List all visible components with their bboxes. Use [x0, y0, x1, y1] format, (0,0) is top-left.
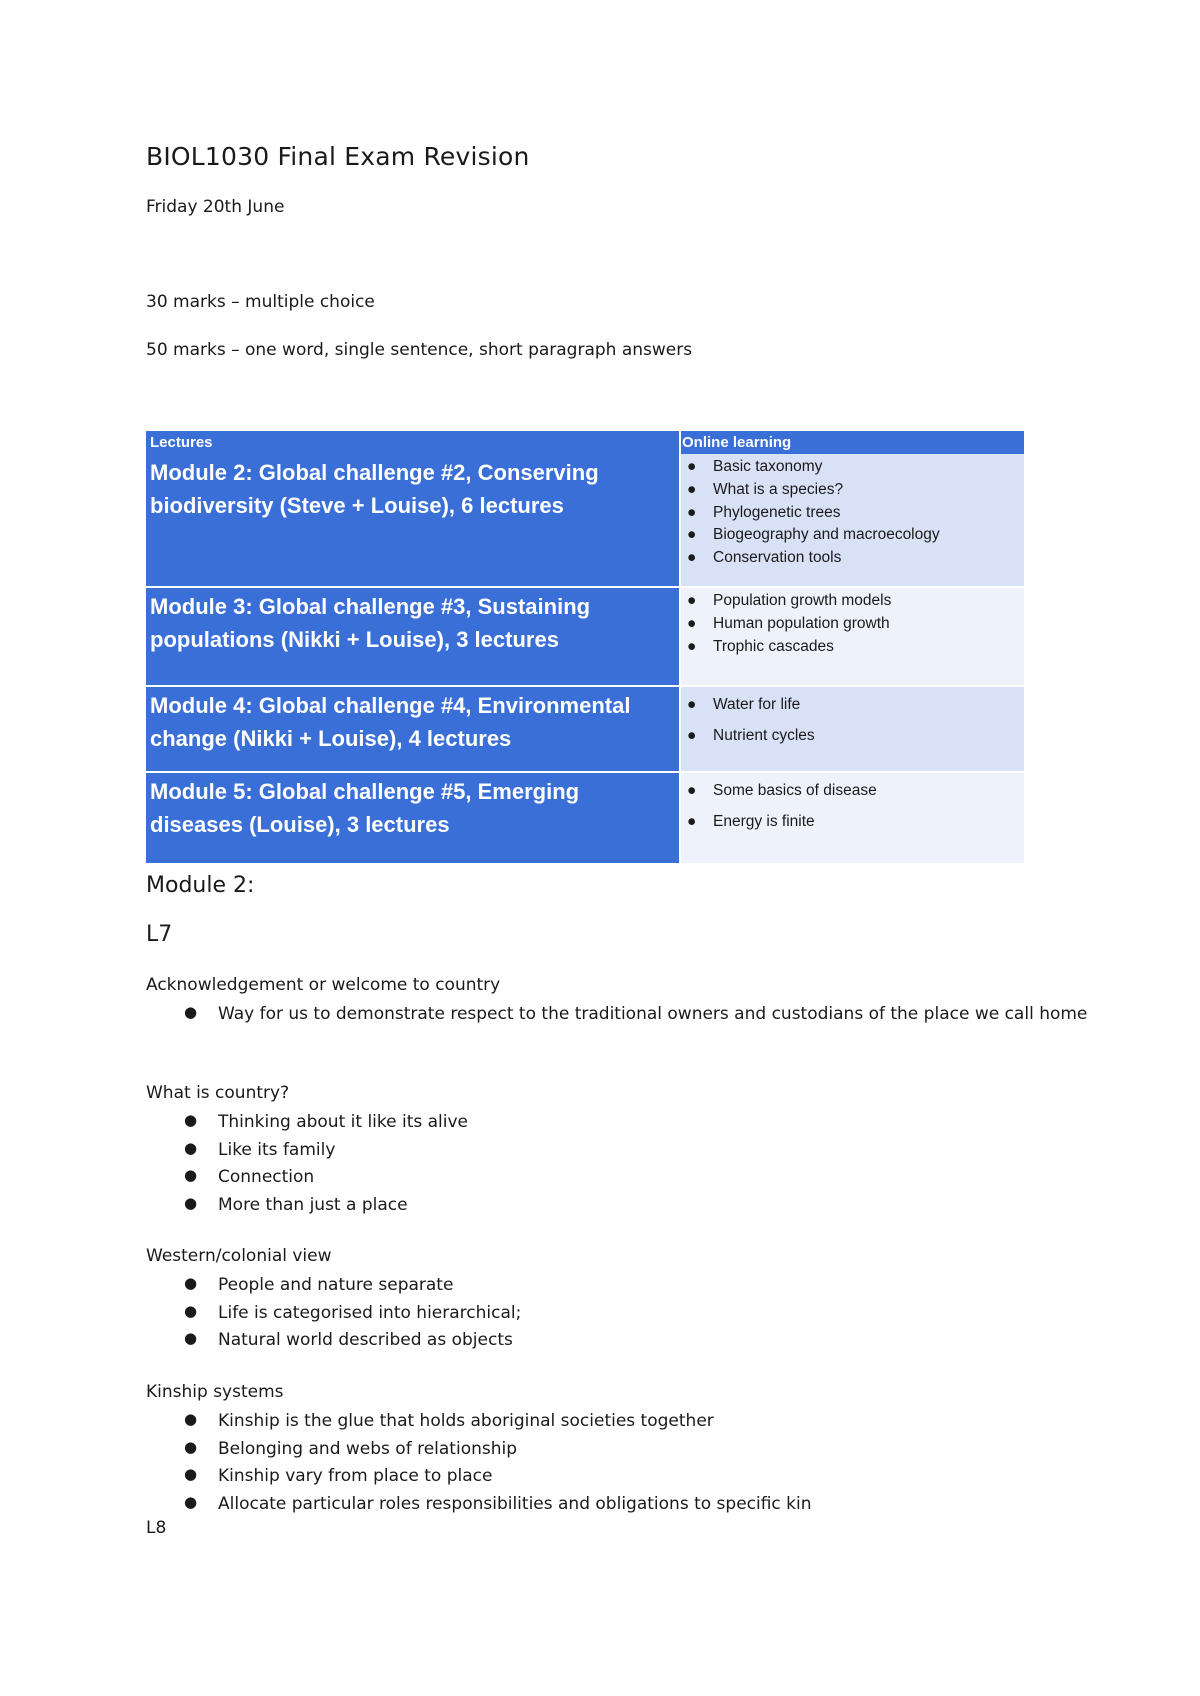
bullet-icon: ●	[687, 614, 697, 632]
bullet-icon: ●	[687, 782, 697, 799]
list-item: ● Conservation tools	[681, 547, 940, 570]
table-header	[146, 431, 1024, 454]
lecture-heading-l7: L7	[146, 922, 173, 947]
bullet-icon: ●	[687, 526, 697, 544]
list-item: ● Phylogenetic trees	[681, 502, 940, 525]
section-heading: Kinship systems	[146, 1382, 284, 1402]
topics-cell	[681, 773, 1024, 863]
topics-cell	[681, 687, 1024, 771]
document-title: BIOL1030 Final Exam Revision	[146, 142, 530, 171]
module-cell	[146, 687, 679, 771]
exam-date: Friday 20th June	[146, 197, 285, 217]
topic-list	[681, 775, 877, 837]
bullet-icon: ●	[184, 1193, 198, 1212]
list-item: ● More than just a place	[146, 1192, 1066, 1220]
list-item: ● People and nature separate	[146, 1272, 1066, 1300]
bullet-icon: ●	[687, 480, 697, 498]
table-row	[146, 687, 1024, 771]
bullet-icon: ●	[687, 503, 697, 521]
table-row	[146, 454, 1024, 586]
list-item: ● Way for us to demonstrate respect to the traditional owners and custodians of the place we call home	[146, 1001, 1138, 1029]
list-item: ● Like its family	[146, 1137, 1066, 1165]
header-lectures: Lectures	[150, 434, 213, 451]
bullet-icon: ●	[687, 637, 697, 655]
section-heading: Western/colonial view	[146, 1246, 332, 1266]
bullet-icon: ●	[687, 813, 697, 830]
bullet-icon: ●	[687, 592, 697, 609]
bullet-icon: ●	[184, 1329, 198, 1347]
list-item: ● Population growth models	[681, 590, 891, 613]
bullet-icon: ●	[184, 1111, 198, 1129]
marks-multiple-choice: 30 marks – multiple choice	[146, 292, 375, 312]
list-item: ● Some basics of disease	[681, 775, 877, 806]
marks-short-answer: 50 marks – one word, single sentence, short paragraph answers	[146, 340, 693, 360]
module-text: Module 4: Global challenge #4, Environmental change (Nikki + Louise), 4 lectures	[150, 693, 631, 751]
module-text: Module 2: Global challenge #2, Conserving biodiversity (Steve + Louise), 6 lectures	[150, 460, 599, 518]
topic-list	[681, 590, 891, 658]
module-heading: Module 2:	[146, 873, 255, 898]
bullet-icon: ●	[184, 1410, 198, 1428]
topics-cell	[681, 454, 1024, 586]
bullet-list	[146, 1408, 1066, 1518]
section-heading: Acknowledgement or welcome to country	[146, 975, 501, 995]
list-item: ● Kinship is the glue that holds aboriginal societies together	[146, 1408, 1066, 1436]
list-item: ● Human population growth	[681, 613, 891, 636]
lecture-heading-l8: L8	[146, 1518, 167, 1538]
list-item: ● Water for life	[681, 689, 815, 720]
bullet-icon: ●	[184, 1437, 198, 1456]
bullet-icon: ●	[184, 1465, 198, 1483]
list-item: ● Connection	[146, 1164, 1066, 1192]
module-text: Module 3: Global challenge #3, Sustaining populations (Nikki + Louise), 3 lectures	[150, 594, 591, 652]
header-divider	[679, 431, 681, 454]
list-item: ● Kinship vary from place to place	[146, 1463, 1066, 1491]
bullet-icon: ●	[184, 1492, 198, 1511]
module-cell	[146, 773, 679, 863]
table-row	[146, 588, 1024, 685]
module-cell	[146, 454, 679, 586]
list-item: ● Allocate particular roles responsibilities and obligations to specific kin	[146, 1491, 1066, 1519]
topic-list	[681, 456, 940, 570]
list-item: ● Nutrient cycles	[681, 720, 815, 751]
header-online-learning: Online learning	[682, 434, 792, 451]
bullet-icon: ●	[184, 1138, 198, 1157]
bullet-icon: ●	[687, 458, 697, 475]
bullet-icon: ●	[184, 1274, 198, 1292]
module-table	[146, 431, 1024, 863]
list-item: ● Energy is finite	[681, 806, 877, 837]
bullet-icon: ●	[687, 549, 697, 567]
bullet-icon: ●	[687, 727, 697, 744]
list-item: ● Biogeography and macroecology	[681, 524, 940, 547]
bullet-icon: ●	[184, 1166, 198, 1184]
topics-cell	[681, 588, 1024, 685]
topic-list	[681, 689, 815, 751]
list-item: ● What is a species?	[681, 479, 940, 502]
list-item: ● Thinking about it like its alive	[146, 1109, 1066, 1137]
list-item: ● Life is categorised into hierarchical;	[146, 1300, 1066, 1328]
list-item: ● Basic taxonomy	[681, 456, 940, 479]
section-heading: What is country?	[146, 1083, 290, 1103]
bullet-list	[146, 1001, 1088, 1029]
list-item: ● Trophic cascades	[681, 636, 891, 659]
bullet-list	[146, 1272, 1066, 1355]
bullet-icon: ●	[184, 1301, 198, 1320]
bullet-list	[146, 1109, 1066, 1219]
list-item: ● Belonging and webs of relationship	[146, 1436, 1066, 1464]
module-text: Module 5: Global challenge #5, Emerging diseases (Louise), 3 lectures	[150, 779, 580, 837]
bullet-icon: ●	[184, 1003, 198, 1021]
list-item: ● Natural world described as objects	[146, 1327, 1066, 1355]
module-cell	[146, 588, 679, 685]
table-row	[146, 773, 1024, 863]
bullet-icon: ●	[687, 696, 697, 713]
